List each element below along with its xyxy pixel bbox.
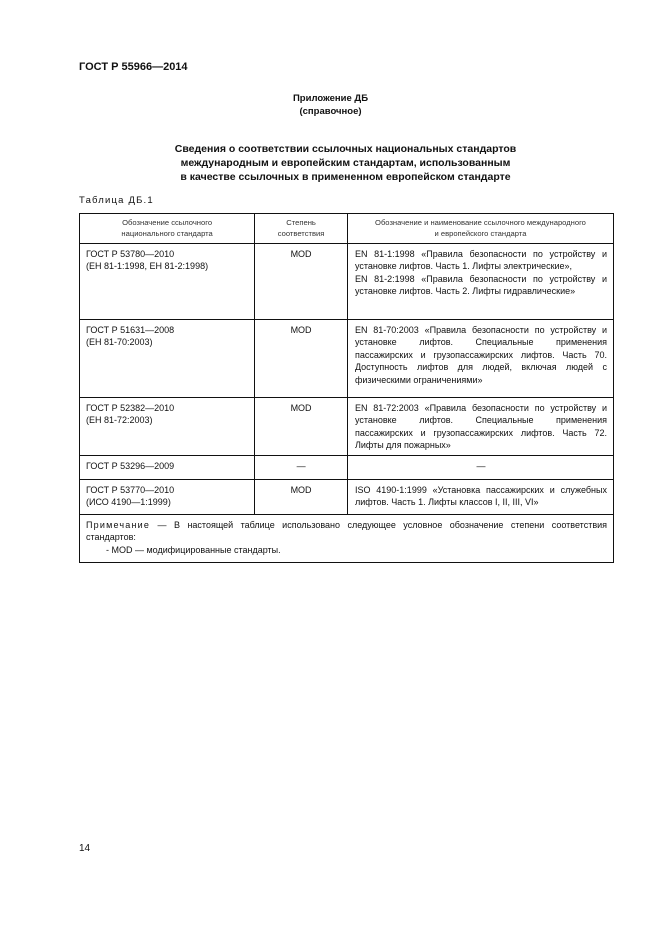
reference-text: EN 81-70:2003 «Правила безопасности по устройству и установке лифтов. Специальные применения пассажирских и грузопассажирских лифтов. Часть 70. Доступность лифтов для людей, включая людей с физическими ограничениями»	[354, 325, 607, 385]
standard-designation: ГОСТ Р 52382—2010	[86, 403, 175, 413]
reference-cell	[347, 480, 613, 515]
table-row	[80, 398, 614, 456]
table-row	[80, 480, 614, 515]
appendix-heading	[0, 92, 661, 118]
reference-text: —	[476, 461, 486, 471]
reference-cell	[347, 398, 613, 456]
section-title-line: Сведения о соответствии ссылочных национальных стандартов	[174, 143, 517, 155]
table-row	[80, 320, 614, 398]
reference-text: EN 81-72:2003 «Правила безопасности по устройству и установке лифтов. Специальные применения пассажирских и грузопассажирских лифтов. Часть 72. Лифты для пожарных»	[354, 403, 607, 451]
standard-equivalent: (ИСО 4190—1:1999)	[86, 497, 171, 508]
reference-text: ISO 4190-1:1999 «Установка пассажирских и служебных лифтов. Часть 1. Лифты классов I, II, III, VI»	[354, 485, 607, 508]
national-standard-cell	[80, 398, 255, 456]
reference-cell	[347, 244, 613, 320]
note-label: Примечание	[86, 520, 151, 530]
note-text: — В настоящей таблице использовано следующее условное обозначение степени соответствия стандартов:	[86, 520, 607, 543]
degree-cell: MOD	[255, 244, 348, 320]
national-standard-cell	[80, 480, 255, 515]
degree-cell: MOD	[255, 398, 348, 456]
standards-table	[79, 213, 614, 563]
document-header: ГОСТ Р 55966—2014	[79, 61, 188, 73]
table-note-row	[80, 515, 614, 563]
appendix-title: Приложение ДБ	[292, 93, 369, 104]
header-line: соответствия	[277, 228, 325, 238]
table-caption: Таблица ДБ.1	[79, 195, 154, 206]
reference-text: EN 81-1:1998 «Правила безопасности по устройству и установке лифтов. Часть 1. Лифты электрические»,	[354, 249, 607, 272]
reference-text: EN 81-2:1998 «Правила безопасности по устройству и установке лифтов. Часть 2. Лифты гидравлические»	[354, 273, 607, 297]
column-header-national-standard	[80, 214, 255, 244]
column-header-reference	[347, 214, 613, 244]
standard-designation: ГОСТ Р 51631—2008	[86, 325, 175, 335]
header-line: Степень	[286, 218, 316, 227]
standard-designation: ГОСТ Р 53770—2010	[86, 485, 175, 495]
standards-table-container	[79, 213, 614, 563]
national-standard-cell	[80, 320, 255, 398]
header-line: национального стандарта	[121, 228, 213, 238]
table-header-row	[80, 214, 614, 244]
table-row	[80, 456, 614, 480]
standard-designation: ГОСТ Р 53296—2009	[86, 461, 175, 471]
section-title-line: в качестве ссылочных в примененном европейском стандарте	[180, 171, 511, 183]
degree-cell: MOD	[255, 320, 348, 398]
note-paragraph	[86, 519, 607, 544]
header-line: Обозначение и наименование ссылочного международного	[375, 218, 586, 227]
national-standard-cell	[80, 244, 255, 320]
standard-equivalent: (ЕН 81-72:2003)	[86, 415, 153, 426]
degree-cell: MOD	[255, 480, 348, 515]
reference-cell	[347, 320, 613, 398]
reference-cell	[347, 456, 613, 480]
degree-cell: —	[255, 456, 348, 480]
column-header-degree	[255, 214, 348, 244]
section-title-line: международным и европейским стандартам, использованным	[180, 157, 511, 169]
page-number: 14	[79, 843, 91, 854]
appendix-type: (справочное)	[299, 106, 362, 117]
table-note	[80, 515, 614, 563]
standard-designation: ГОСТ Р 53780—2010	[86, 249, 175, 259]
national-standard-cell	[80, 456, 255, 480]
standard-equivalent: (ЕН 81-70:2003)	[86, 337, 153, 348]
table-row	[80, 244, 614, 320]
note-item: - MOD — модифицированные стандарты.	[106, 544, 281, 555]
standard-equivalent: (ЕН 81-1:1998, ЕН 81-2:1998)	[86, 261, 209, 272]
header-line: Обозначение ссылочного	[122, 218, 213, 227]
header-line: и европейского стандарта	[434, 228, 527, 238]
section-title	[0, 142, 661, 184]
